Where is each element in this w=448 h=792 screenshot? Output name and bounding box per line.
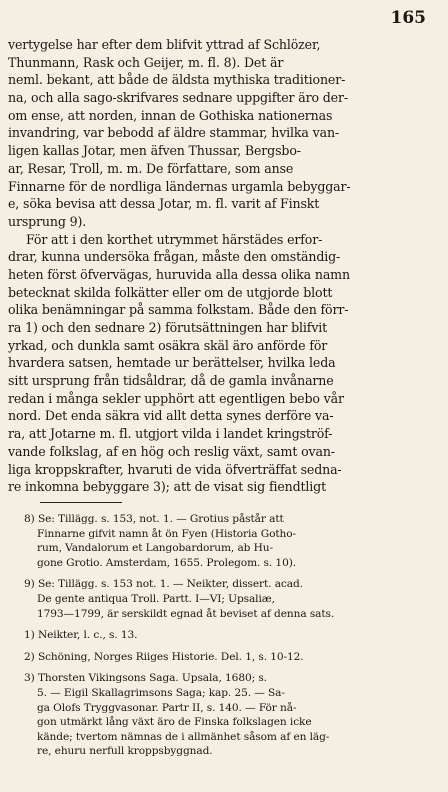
body-line: redan i många sekler upphört att egentligen bebo vår — [8, 390, 344, 406]
footnote-line: 3) Thorsten Vikingsons Saga. Upsala, 1680; s. — [24, 672, 267, 685]
footnote-line: De gente antiqua Troll. Partt. I—VI; Upsaliæ, — [37, 592, 275, 605]
body-line: För att i den korthet utrymmet härstädes erfor- — [26, 231, 323, 247]
footnote-line: gone Grotio. Amsterdam, 1655. Prolegom. s. 10). — [37, 556, 297, 569]
body-line: ar, Resar, Troll, m. m. De författare, som anse — [8, 160, 294, 176]
footnote-line: Finnarne gifvit namn åt ön Fyen (Historia Gotho- — [37, 527, 297, 540]
footnote-line: gon utmärkt lång växt äro de Finska folkslagen icke — [37, 716, 312, 729]
footnotes — [24, 512, 442, 766]
body-line: liga kroppskrafter, hvaruti de vida öfverträffat sedna- — [8, 461, 342, 477]
body-line: ursprung 9). — [8, 213, 87, 229]
footnote-9 — [24, 577, 442, 621]
body-line: invandring, var bebodd af äldre stammar, hvilka van- — [8, 125, 340, 141]
body-line: re inkomna bebyggare 3); att de visat sig fiendtligt — [8, 479, 327, 495]
body-text — [8, 36, 440, 496]
body-line: vertygelse har efter dem blifvit yttrad af Schlözer, — [8, 37, 321, 52]
body-line: neml. bekant, att både de äldsta mythiska traditioner- — [8, 72, 346, 88]
footnote-divider — [40, 502, 122, 503]
body-line: betecknat skilda folkätter eller om de utgjorde blott — [8, 284, 333, 300]
body-line: olika benämningar på samma folkstam. Både den förr- — [8, 302, 349, 318]
body-line: Finnarne för de nordliga ländernas urgamla bebyggar- — [8, 178, 351, 194]
page-number: 165 — [390, 8, 426, 28]
body-line: hvardera satsen, hemtade ur berättelser, hvilka leda — [8, 355, 336, 371]
body-line: Thunmann, Rask och Geijer, m. fl. 8). Det är — [8, 54, 284, 70]
footnote-line: 2) Schöning, Norges Riiges Historie. Del. 1, s. 10-12. — [24, 650, 304, 663]
body-line: yrkad, och dunkla samt osäkra skäl äro anförde för — [8, 337, 328, 353]
body-line: ra, att Jotarne m. fl. utgjort vilda i landet kringströf- — [8, 426, 333, 442]
footnote-8 — [24, 512, 442, 570]
body-line: vande folkslag, af en hög och reslig växt, samt ovan- — [8, 443, 335, 459]
body-line: e, söka bevisa att dessa Jotar, m. fl. varit af Finskt — [8, 196, 320, 212]
body-line: om ense, att norden, innan de Gothiska nationernas — [8, 107, 333, 123]
footnote-line: ga Olofs Tryggvasonar. Partr II, s. 140. — För nå- — [37, 701, 297, 714]
footnote-line: 8) Se: Tillägg. s. 153, not. 1. — Grotius påstår att — [24, 513, 284, 525]
body-line: ra 1) och den sednare 2) förutsättningen har blifvit — [8, 320, 328, 335]
body-line: drar, kunna undersöka frågan, måste den omständig- — [8, 249, 341, 265]
body-line: na, och alla sago-skrifvares sednare uppgifter äro der- — [8, 90, 348, 106]
footnote-line: 1793—1799, är serskildt egnad åt beviset af denna sats. — [37, 607, 335, 620]
body-line: ligen kallas Jotar, men äfven Thussar, Bergsbo- — [8, 143, 301, 159]
footnote-2 — [24, 650, 442, 665]
body-line: nord. Det enda säkra vid allt detta synes derföre va- — [8, 408, 334, 424]
footnote-3 — [24, 671, 442, 759]
footnote-line: kände; tvertom nämnas de i allmänhet såsom af en läg- — [37, 730, 330, 743]
footnote-line: 1) Neikter, l. c., s. 13. — [24, 629, 138, 642]
footnote-1 — [24, 628, 442, 643]
footnote-line: re, ehuru nerfull kroppsbyggnad. — [37, 745, 213, 758]
footnote-line: rum, Vandalorum et Langobardorum, ab Hu- — [37, 542, 273, 555]
body-line: sitt ursprung från tidsåldrar, då de gamla invånarne — [8, 373, 334, 389]
footnote-line: 9) Se: Tillägg. s. 153 not. 1. — Neikter, dissert. acad. — [24, 578, 303, 591]
body-line: heten först öfvervägas, huruvida alla dessa olika namn — [8, 266, 350, 282]
footnote-line: 5. — Eigil Skallagrimsons Saga; kap. 25. — Sa- — [37, 686, 285, 699]
